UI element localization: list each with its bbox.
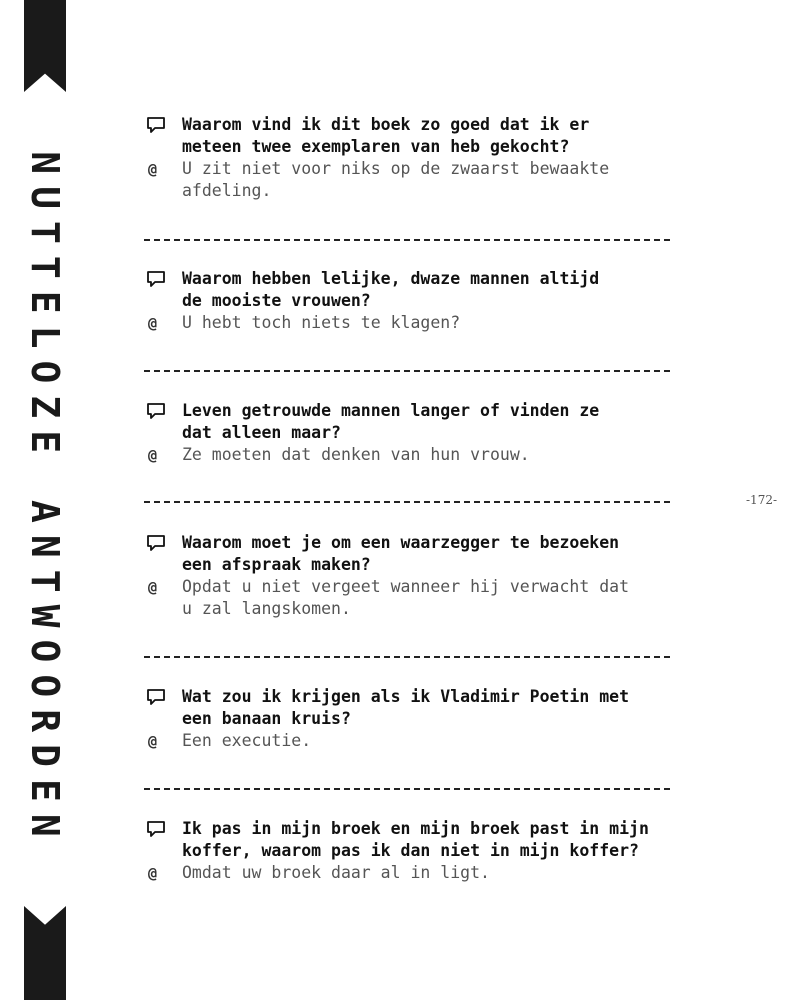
dashed-divider (144, 239, 670, 241)
question-line: Ik pas in mijn broek en mijn broek past in mijn (144, 818, 674, 840)
answer-line: @ Omdat uw broek daar al in ligt. (148, 863, 490, 882)
question-line: koffer, waarom pas ik dan niet in mijn koffer? (182, 841, 639, 860)
at-sign-icon: @ (148, 446, 158, 464)
speech-bubble-icon (146, 116, 166, 134)
question-line: dat alleen maar? (182, 423, 341, 442)
question-line: meteen twee exemplaren van heb gekocht? (182, 137, 570, 156)
qa-item (144, 114, 674, 202)
qa-item (144, 268, 674, 334)
speech-bubble-icon (146, 820, 166, 838)
at-sign-icon: @ (148, 578, 158, 596)
answer-line: @ U hebt toch niets te klagen? (148, 313, 461, 332)
question-line: Wat zou ik krijgen als ik Vladimir Poetin met (144, 686, 674, 708)
sidebar-ribbon-bottom (24, 906, 66, 1000)
dashed-divider (144, 788, 670, 790)
at-sign-icon: @ (148, 732, 158, 750)
question-line: Leven getrouwde mannen langer of vinden ze (144, 400, 674, 422)
at-sign-icon: @ (148, 314, 158, 332)
question-line: Waarom moet je om een waarzegger te bezoeken (144, 532, 674, 554)
dashed-divider (144, 501, 670, 503)
question-line: een banaan kruis? (182, 709, 351, 728)
qa-item (144, 400, 674, 466)
speech-bubble-icon (146, 534, 166, 552)
speech-bubble-icon (146, 270, 166, 288)
at-sign-icon: @ (148, 864, 158, 882)
speech-bubble-icon (146, 402, 166, 420)
sidebar-title: NUTTELOZE ANTWOORDEN (23, 151, 67, 849)
at-sign-icon: @ (148, 160, 158, 178)
answer-line: @ Ze moeten dat denken van hun vrouw. (148, 445, 530, 464)
question-line: de mooiste vrouwen? (182, 291, 371, 310)
question-line: Waarom vind ik dit boek zo goed dat ik er (144, 114, 674, 136)
qa-item (144, 532, 674, 620)
answer-line: @ Een executie. (148, 731, 312, 750)
question-line: Waarom hebben lelijke, dwaze mannen altijd (144, 268, 674, 290)
question-line: een afspraak maken? (182, 555, 371, 574)
sidebar-ribbon-top (24, 0, 66, 92)
qa-item (144, 818, 674, 884)
dashed-divider (144, 656, 670, 658)
answer-line: @ U zit niet voor niks op de zwaarst bewaakte (148, 159, 610, 178)
answer-line: afdeling. (182, 181, 272, 200)
qa-item (144, 686, 674, 752)
dashed-divider (144, 370, 670, 372)
answer-line: @ Opdat u niet vergeet wanneer hij verwacht dat (148, 577, 630, 596)
speech-bubble-icon (146, 688, 166, 706)
page-number: -172- (746, 493, 778, 507)
answer-line: u zal langskomen. (182, 599, 351, 618)
